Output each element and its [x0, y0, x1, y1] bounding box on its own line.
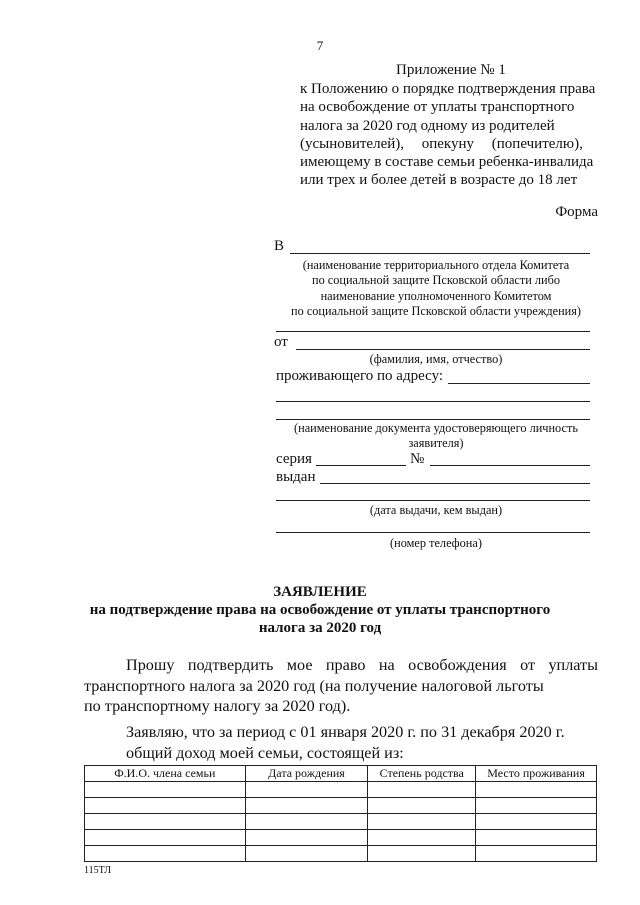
issued-label: выдан: [276, 469, 316, 485]
column-header-birth-date: Дата рождения: [245, 766, 368, 782]
statement-subtitle: на подтверждение права на освобождение от уплаты транспортного: [89, 602, 551, 618]
appendix-description: [300, 80, 598, 190]
declaration-paragraph: [84, 722, 598, 763]
appendix-line: налога за 2020 год одному из родителей: [300, 117, 555, 134]
column-header-residence: Место проживания: [476, 766, 597, 782]
table-cell[interactable]: [368, 798, 476, 814]
phone-field-line[interactable]: [276, 532, 590, 533]
footer-code: 115ТЛ: [84, 865, 112, 876]
table-row: [85, 782, 597, 798]
statement-title: ЗАЯВЛЕНИЕ: [273, 584, 367, 600]
number-field-line[interactable]: [430, 465, 590, 466]
number-label: №: [410, 451, 425, 467]
table-row: [85, 830, 597, 846]
table-cell[interactable]: [476, 846, 597, 862]
to-caption-line: по социальной защите Псковской области либо: [311, 273, 561, 288]
address-field-line[interactable]: [448, 383, 590, 384]
table-row: [85, 814, 597, 830]
to-caption-line: (наименование территориального отдела Комитета: [302, 258, 570, 272]
appendix-line: имеющему в составе семьи ребенка-инвалида: [300, 154, 594, 171]
to-caption-line: наименование уполномоченного Комитетом: [320, 288, 552, 303]
table-cell[interactable]: [245, 782, 368, 798]
table-cell[interactable]: [368, 846, 476, 862]
table-cell[interactable]: [245, 798, 368, 814]
request-paragraph: [84, 655, 598, 717]
page-number: 7: [316, 38, 324, 53]
to-label: В: [274, 238, 285, 254]
table-cell[interactable]: [476, 798, 597, 814]
to-caption: [276, 258, 596, 320]
id-document-field-line[interactable]: [276, 419, 590, 420]
column-header-fio: Ф.И.О. члена семьи: [85, 766, 246, 782]
table-cell[interactable]: [476, 830, 597, 846]
from-label: от: [274, 334, 288, 350]
issued-caption: (дата выдачи, кем выдан): [369, 503, 503, 517]
series-field-line[interactable]: [316, 465, 406, 466]
table-row: [85, 846, 597, 862]
from-caption: (фамилия, имя, отчество): [369, 352, 503, 366]
phone-caption: (номер телефона): [390, 536, 482, 550]
table-cell[interactable]: [85, 798, 246, 814]
statement-subtitle-2: налога за 2020 год: [258, 620, 382, 636]
table-cell[interactable]: [85, 782, 246, 798]
address-label: проживающего по адресу:: [276, 368, 444, 384]
family-members-table: [84, 765, 597, 862]
table-cell[interactable]: [85, 846, 246, 862]
table-cell[interactable]: [85, 830, 246, 846]
table-header-row: [85, 766, 597, 782]
appendix-line: или трех и более детей в возрасте до 18 лет: [300, 172, 578, 189]
table-cell[interactable]: [476, 782, 597, 798]
table-row: [85, 798, 597, 814]
appendix-line: на освобождение от уплаты транспортного: [300, 99, 575, 116]
id-document-caption-line: заявителя): [408, 436, 464, 451]
table-cell[interactable]: [85, 814, 246, 830]
to-field-line-2[interactable]: [276, 331, 590, 332]
appendix-title: Приложение № 1: [396, 62, 506, 78]
id-document-caption-line: (наименование документа удостоверяющего личность: [294, 421, 578, 435]
table-cell[interactable]: [368, 830, 476, 846]
to-caption-line: по социальной защите Псковской области учреждения): [291, 304, 581, 319]
id-document-caption: [276, 421, 596, 452]
issued-field-line-2[interactable]: [276, 500, 590, 501]
table-cell[interactable]: [245, 814, 368, 830]
table-cell[interactable]: [245, 846, 368, 862]
series-label: серия: [276, 451, 312, 467]
issued-field-line[interactable]: [320, 483, 590, 484]
request-paragraph-text: Прошу подтвердить мое право на освобождения от уплаты транспортного налога за 2020 год (на получение налоговой льготы: [84, 656, 598, 695]
to-field-line[interactable]: [290, 253, 590, 254]
declaration-paragraph-text: Заявляю, что за период с 01 января 2020 г. по 31 декабря 2020 г.: [126, 723, 565, 741]
table-cell[interactable]: [245, 830, 368, 846]
appendix-line: (усыновителей), опекуну (попечителю),: [300, 135, 583, 152]
request-paragraph-last-line: по транспортному налогу за 2020 год).: [84, 697, 351, 715]
table-cell[interactable]: [476, 814, 597, 830]
table-cell[interactable]: [368, 782, 476, 798]
declaration-paragraph-last-line: общий доход моей семьи, состоящей из:: [126, 743, 404, 762]
form-label: Форма: [555, 204, 598, 220]
table-cell[interactable]: [368, 814, 476, 830]
address-field-line-2[interactable]: [276, 401, 590, 402]
appendix-line: к Положению о порядке подтверждения права: [300, 81, 596, 97]
column-header-relation: Степень родства: [368, 766, 476, 782]
from-field-line[interactable]: [296, 349, 590, 350]
